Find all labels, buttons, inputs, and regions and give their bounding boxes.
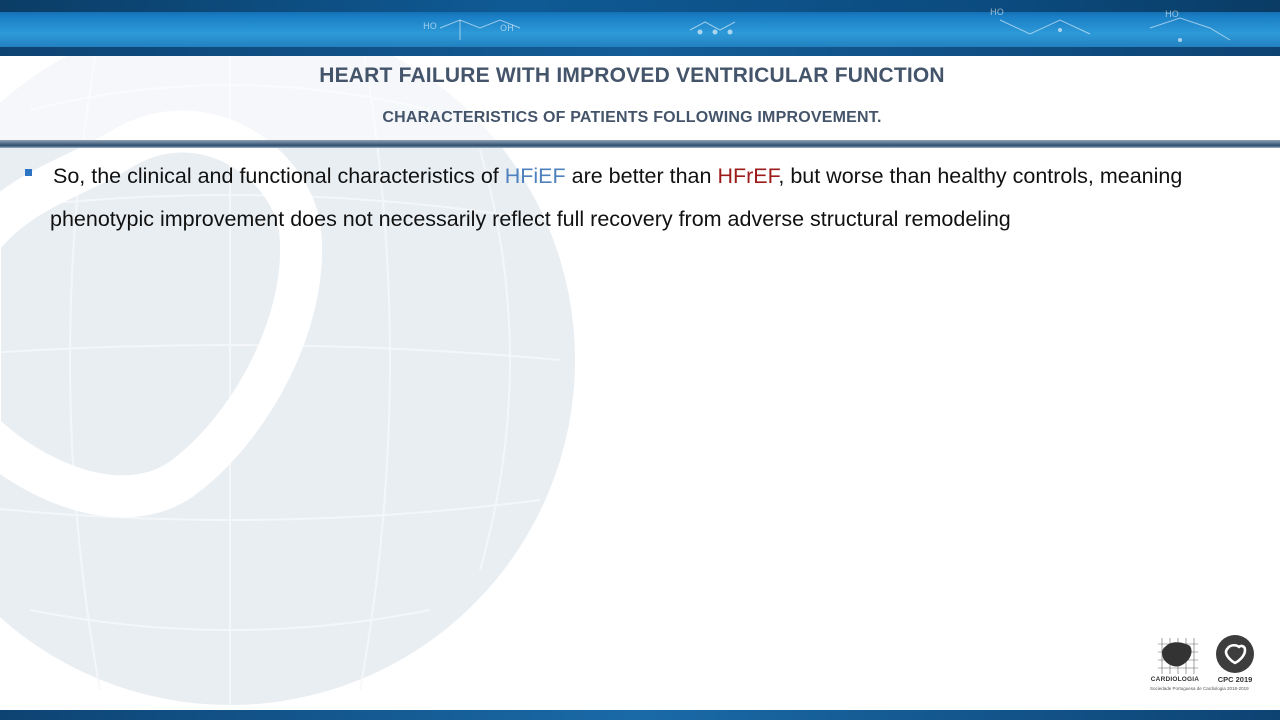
banner-glyph: HO bbox=[1165, 10, 1179, 20]
bullet-text-part: So, the clinical and functional characteristics of bbox=[53, 164, 505, 188]
bottom-band bbox=[0, 710, 1280, 720]
slide-subtitle: CHARACTERISTICS OF PATIENTS FOLLOWING IMPROVEMENT. bbox=[382, 109, 882, 126]
slide-title: HEART FAILURE WITH IMPROVED VENTRICULAR FUNCTION bbox=[319, 64, 945, 87]
banner-glyph: OH bbox=[500, 24, 514, 34]
logo-footnote: Sociedade Portuguesa de Cardiologia 2018-2019 bbox=[1150, 686, 1249, 691]
bullet-text bbox=[50, 155, 1250, 241]
term-hfief: HFiEF bbox=[504, 164, 566, 188]
cpc-logo-label: CPC 2019 bbox=[1217, 675, 1253, 684]
banner-glyph: HO bbox=[990, 8, 1004, 18]
term-hfref: HFrEF bbox=[717, 164, 779, 188]
title-divider bbox=[0, 140, 1280, 148]
spc-logo-name: CARDIOLOGIA bbox=[1150, 676, 1200, 683]
bullet-text-part: are better than bbox=[565, 164, 718, 188]
banner-bottom-band bbox=[0, 47, 1280, 56]
bullet-text-part: , but worse than healthy controls, meaning phenotypic improvement does not necessarily reflect full recovery from adverse structural remodeling bbox=[50, 164, 1183, 231]
cpc-logo-icon bbox=[1215, 634, 1255, 674]
bullet-marker-icon bbox=[25, 169, 32, 176]
top-banner bbox=[0, 0, 1280, 56]
banner-glyph: HO bbox=[423, 22, 437, 32]
